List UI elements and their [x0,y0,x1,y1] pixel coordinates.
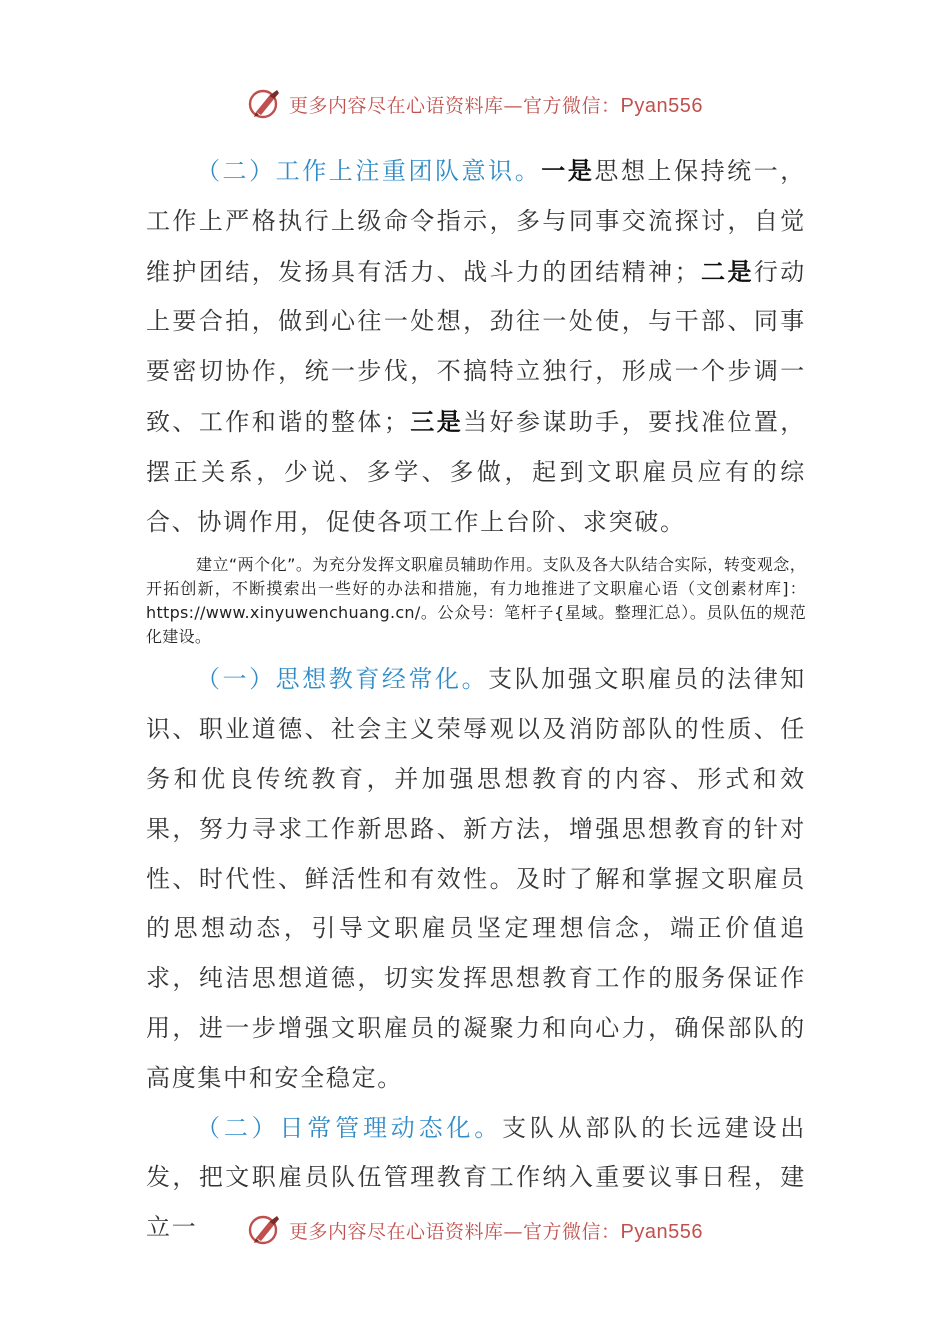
footer-banner [0,1210,950,1250]
heading-teamwork: （二）工作上注重团队意识。 [196,157,542,185]
header-banner [0,84,950,124]
footer-banner-text: 更多内容尽在心语资料库—官方微信：Pyan556 [289,1220,703,1243]
inserted-note: 建立“两个化”。为充分发挥文职雇员辅助作用。支队及各大队结合实际，转变观念，开拓创新，不断摸索出一些好的办法和措施，有力地推进了文职雇心语（文创素材库]：https://www.xinyuwenchuang.cn/。公众号：笔杆子{星域。整理汇总）。员队伍的规范化建设。 [146,555,806,647]
header-banner-text: 更多内容尽在心语资料库—官方微信：Pyan556 [289,94,703,117]
paragraph-education: （一）思想教育经常化。支队加强文职雇员的法律知识、职业道德、社会主义荣辱观以及消防部队的性质、任务和优良传统教育，并加强思想教育的内容、形式和效果，努力寻求工作新思路、新方法，增强思想教育的针对性、时代性、鲜活性和有效性。及时了解和掌握文职雇员的思想动态，引导文职雇员坚定理想信念，端正价值追求，纯洁思想道德，切实发挥思想教育工作的服务保证作用，进一步增强文职雇员的凝聚力和向心力，确保部队的高度集中和安全稳定。 [146,665,807,1092]
pen-logo-icon [247,1212,283,1248]
pen-logo-icon [247,86,283,122]
heading-education: （一）思想教育经常化。 [196,665,489,694]
paragraph-management: （二）日常管理动态化。支队从部队的长远建设出发，把文职雇员队伍管理教育工作纳入重要议事日程，建立一 [146,1113,806,1242]
paragraph-teamwork: （二）工作上注重团队意识。一是思想上保持统一，工作上严格执行上级命令指示，多与同事交流探讨，自觉维护团结，发扬具有活力、战斗力的团结精神；二是行动上要合拍，做到心往一处想，劲往一处使，与干部、同事要密切协作，统一步伐，不搞特立独行，形成一个步调一致、工作和谐的整体；三是当好参谋助手，要找准位置，摆正关系，少说、多学、多做，起到文职雇员应有的综合、协调作用，促使各项工作上台阶、求突破。 [146,156,807,536]
document-body [146,146,806,1253]
heading-management: （二）日常管理动态化。 [196,1113,503,1142]
